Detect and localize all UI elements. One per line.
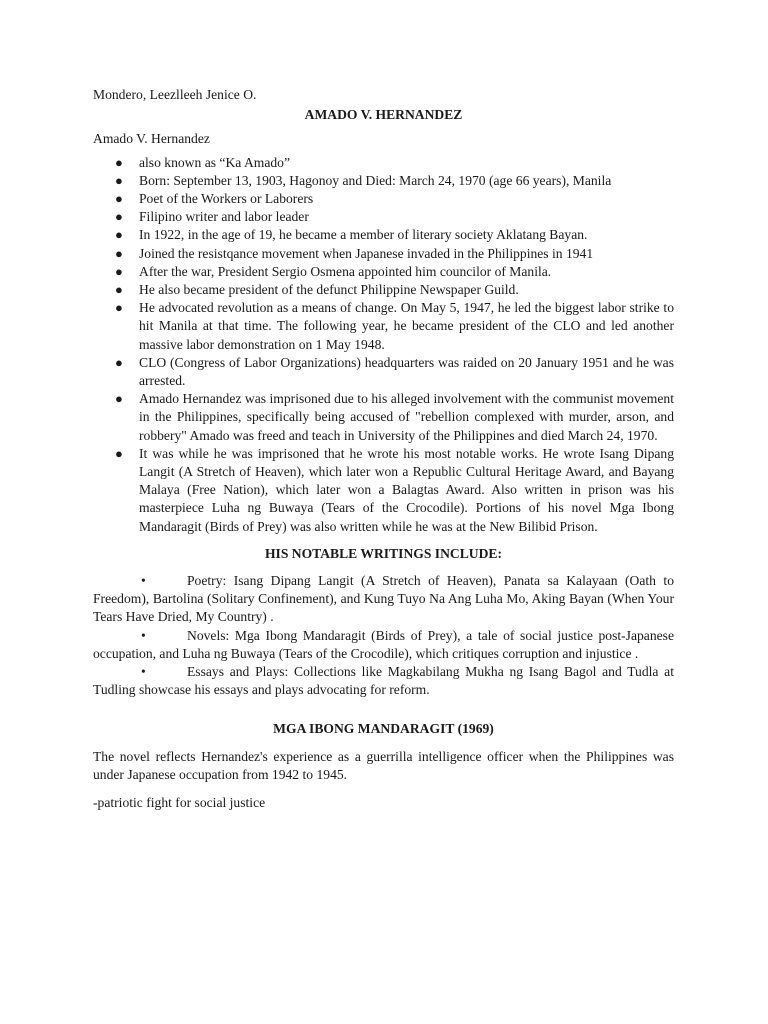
- bullet-text: It was while he was imprisoned that he wrote his most notable works. He wrote Isang Dipang Langit (A Stretch of Heaven), which later won a Republic Cultural Heritage Award, and Bayang Malaya (Free Nation), which later won a Balagtas Award. Also written in prison was his masterpiece Luha ng Buwaya (Tears of the Crocodile). Portions of his novel Mga Ibong Mandaragit (Birds of Prey) was also written while he was at the New Bilibid Prison.: [139, 445, 674, 534]
- bullet-item: [93, 172, 674, 190]
- bullet-dot-icon: ●: [115, 154, 123, 170]
- bullet-item: [93, 390, 674, 445]
- bullet-item: [93, 190, 674, 208]
- writing-text: Poetry: Isang Dipang Langit (A Stretch of Heaven), Panata sa Kalayaan (Oath to Freedom), Bartolina (Solitary Confinement), and Kung Tuyo Na Ang Luha Mo, Aking Bayan (When Your Tears Have Dried, My Country) .: [93, 573, 674, 625]
- writings-list: [93, 572, 674, 699]
- novel-heading: MGA IBONG MANDARAGIT (1969): [273, 720, 494, 736]
- bullet-dot-icon: ●: [115, 354, 123, 370]
- bullet-item: [93, 281, 674, 299]
- bullet-text: Filipino writer and labor leader: [139, 209, 309, 225]
- bullet-item: [93, 354, 674, 390]
- writings-heading: HIS NOTABLE WRITINGS INCLUDE:: [264, 545, 503, 561]
- bullet-dot-icon: ●: [115, 391, 123, 407]
- writing-text: Essays and Plays: Collections like Magkabilang Mukha ng Isang Bagol and Tudla at Tudling showcase his essays and plays advocating for reform.: [93, 664, 674, 698]
- bullet-dot-icon: ●: [115, 263, 123, 279]
- bullet-dot-icon: ●: [115, 227, 123, 243]
- writing-bullet-icon: •: [141, 573, 146, 589]
- bullet-text: Amado Hernandez was imprisoned due to his alleged involvement with the communist movement in the Philippines, specifically being accused of "rebellion complexed with murder, arson, and robbery" Amado was freed and teach in University of the Philippines and died March 24, 1970.: [139, 391, 674, 443]
- bullet-item: [93, 299, 674, 354]
- bullet-text: He also became president of the defunct Philippine Newspaper Guild.: [139, 282, 519, 298]
- bullet-dot-icon: ●: [115, 245, 123, 261]
- subject-line: Amado V. Hernandez: [93, 131, 210, 147]
- bullet-text: Born: September 13, 1903, Hagonoy and Died: March 24, 1970 (age 66 years), Manila: [139, 172, 612, 188]
- bullet-dot-icon: ●: [115, 209, 123, 225]
- bullet-item: [93, 445, 674, 536]
- bullet-item: [93, 208, 674, 226]
- bullet-item: [93, 154, 674, 172]
- bullet-item: [93, 245, 674, 263]
- document-title: AMADO V. HERNANDEZ: [304, 107, 463, 123]
- bullet-text: After the war, President Sergio Osmena appointed him councilor of Manila.: [139, 263, 552, 279]
- author-name: Mondero, Leezlleeh Jenice O.: [93, 87, 257, 102]
- bullet-item: [93, 226, 674, 244]
- bullet-dot-icon: ●: [115, 445, 123, 461]
- novel-note: -patriotic fight for social justice: [93, 795, 266, 811]
- bullet-dot-icon: ●: [115, 282, 123, 298]
- bullet-text: also known as “Ka Amado”: [139, 154, 291, 170]
- document-page: [93, 86, 674, 822]
- writing-bullet-icon: •: [141, 627, 146, 643]
- bullet-text: He advocated revolution as a means of change. On May 5, 1947, he led the biggest labor strike to hit Manila at that time. The following year, he became president of the CLO and led another massive labor demonstration on 1 May 1948.: [139, 300, 674, 352]
- writing-text: Novels: Mga Ibong Mandaragit (Birds of Prey), a tale of social justice post-Japanese occupation, and Luha ng Buwaya (Tears of the Crocodile), which critiques corruption and injustice .: [93, 627, 674, 661]
- novel-paragraph: The novel reflects Hernandez's experience as a guerrilla intelligence officer when the Philippines was under Japanese occupation from 1942 to 1945.: [93, 748, 674, 782]
- writing-item: [93, 627, 674, 663]
- bullet-text: In 1922, in the age of 19, he became a member of literary society Aklatang Bayan.: [139, 227, 588, 243]
- bullet-dot-icon: ●: [115, 172, 123, 188]
- bullet-text: Joined the resistqance movement when Japanese invaded in the Philippines in 1941: [139, 245, 594, 261]
- writing-bullet-icon: •: [141, 664, 146, 680]
- bullet-item: [93, 263, 674, 281]
- bullet-dot-icon: ●: [115, 191, 123, 207]
- writing-item: [93, 663, 674, 699]
- biography-bullet-list: [93, 154, 674, 536]
- bullet-text: Poet of the Workers or Laborers: [139, 191, 314, 207]
- writing-item: [93, 572, 674, 627]
- bullet-dot-icon: ●: [115, 300, 123, 316]
- bullet-text: CLO (Congress of Labor Organizations) headquarters was raided on 20 January 1951 and he was arrested.: [139, 354, 674, 389]
